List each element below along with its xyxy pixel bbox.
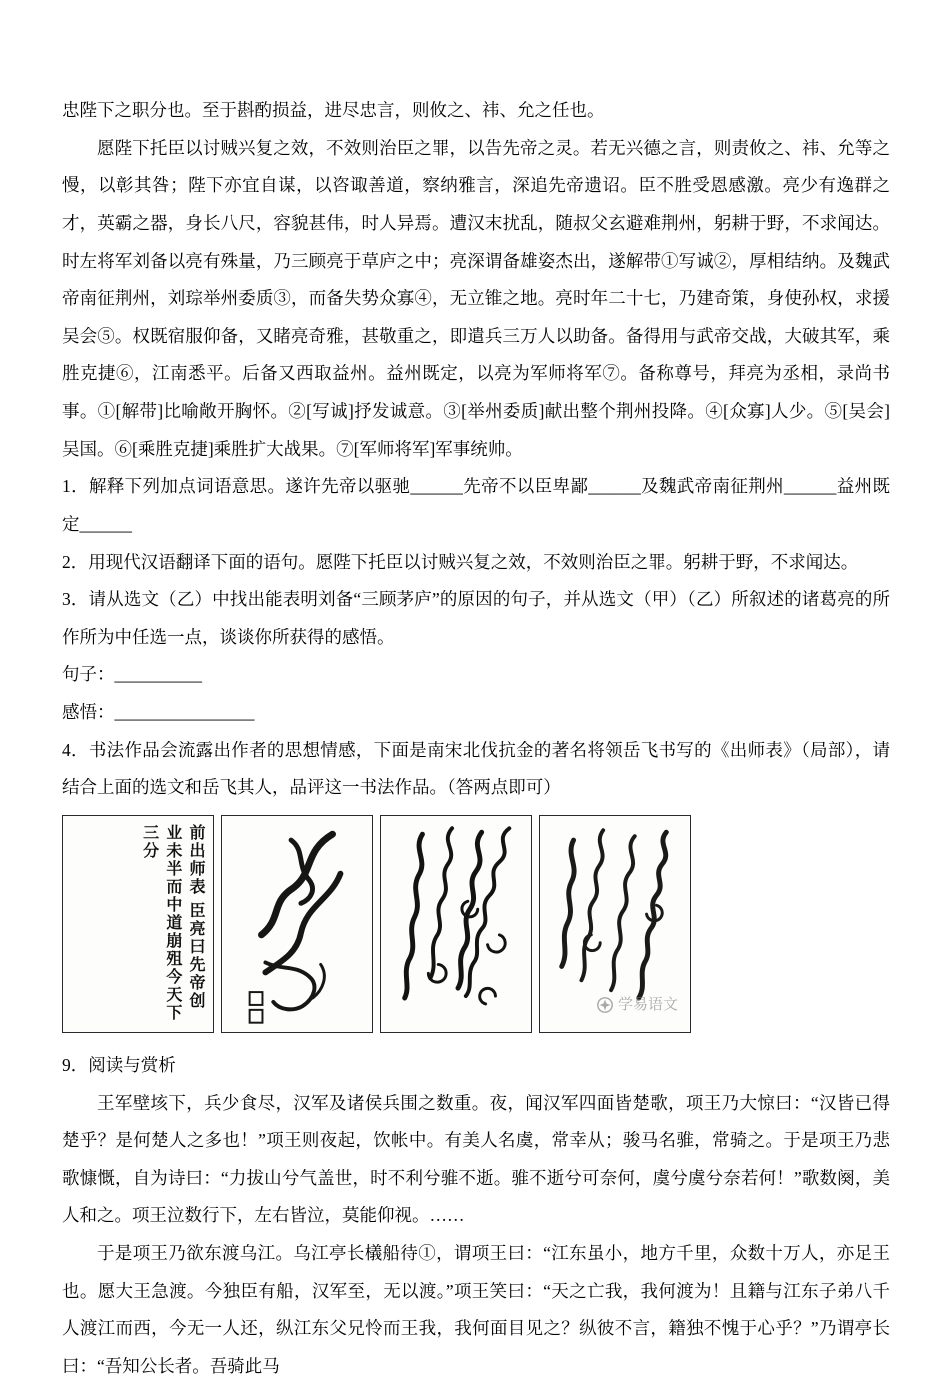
question-1: 1．解释下列加点词语意思。遂许先帝以驱驰______先帝不以臣卑鄙______及魏武帝南征荆州______益州既定______ — [62, 476, 890, 534]
calligraphy-strokes-icon — [222, 816, 372, 1032]
calligraphy-image-4 — [539, 815, 691, 1033]
passage-wujiang: 于是项王乃欲东渡乌江。乌江亭长檥船待①，谓项王曰：“江东虽小，地方千里，众数十万人，亦足王也。愿大王急渡。今独臣有船，汉军至，无以渡。”项王笑曰：“天之亡我，我何渡为！且籍与江东子弟八千人渡江而西，今无一人还，纵江东父兄怜而王我，我何面目见之？纵彼不言，籍独不愧于心乎？”乃谓亭长曰：“吾知公长者。吾骑此马 — [62, 1243, 890, 1376]
question-3-sentence-blank: 句子：__________ — [62, 664, 202, 685]
calligraphy-images-row — [62, 815, 890, 1035]
calligraphy-image-1 — [62, 815, 214, 1033]
calligraphy-text: 前出师表 臣亮曰先帝创业未半而中道崩殂今天下三分 — [140, 823, 204, 1022]
question-3-insight-blank: 感悟：________________ — [62, 702, 255, 722]
question-3: 3．请从选文（乙）中找出能表明刘备“三顾茅庐”的原因的句子，并从选文（甲）（乙）所叙述的诸葛亮的所作所为中任选一点，谈谈你所获得的感悟。 — [62, 589, 890, 647]
passage-gaixia: 王军壁垓下，兵少食尽，汉军及诸侯兵围之数重。夜，闻汉军四面皆楚歌，项王乃大惊曰：“汉皆已得楚乎？是何楚人之多也！”项王则夜起，饮帐中。有美人名虞，常幸从；骏马名骓，常骑之。于是项王乃悲歌慷慨，自为诗曰：“力拔山兮气盖世，时不利兮骓不逝。骓不逝兮可奈何，虞兮虞兮奈若何！”歌数阕，美人和之。项王泣数行下，左右皆泣，莫能仰视。…… — [62, 1092, 890, 1226]
passage-yi: 愿陛下托臣以讨贼兴复之效，不效则治臣之罪，以告先帝之灵。若无兴德之言，则责攸之、祎、允等之慢，以彰其咎；陛下亦宜自谋，以咨诹善道，察纳雅言，深追先帝遗诏。臣不胜受恩感激。亮少有逸群之才，英霸之器，身长八尺，容貌甚伟，时人异焉。遭汉末扰乱，随叔父玄避难荆州，躬耕于野，不求闻达。时左将军刘备以亮有殊量，乃三顾亮于草庐之中；亮深谓备雄姿杰出，遂解带①写诚②，厚相结纳。及魏武帝南征荆州，刘琮举州委质③，而备失势众寡④，无立锥之地。亮时年二十七，乃建奇策，身使孙权，求援吴会⑤。权既宿服仰备，又睹亮奇雅，甚敬重之，即遣兵三万人以助备。备得用与武帝交战，大破其军，乘胜克捷⑥，江南悉平。后备又西取益州。益州既定，以亮为军师将军⑦。备称尊号，拜亮为丞相，录尚书事。①[解带]比喻敞开胸怀。②[写诚]抒发诚意。③[举州委质]献出整个荆州投降。④[众寡]人少。⑤[吴会]吴国。⑥[乘胜克捷]乘胜扩大战果。⑦[军师将军]军事统帅。 — [62, 137, 890, 459]
calligraphy-image-2 — [221, 815, 373, 1033]
section-9-heading: 9．阅读与赏析 — [62, 1054, 176, 1075]
question-2: 2．用现代汉语翻译下面的语句。愿陛下托臣以讨贼兴复之效，不效则治臣之罪。躬耕于野，不求闻达。 — [62, 551, 859, 572]
watermark-text: 学易语文 — [618, 995, 679, 1013]
passage-intro: 忠陛下之职分也。至于斟酌损益，进尽忠言，则攸之、祎、允之任也。 — [62, 100, 605, 120]
question-4: 4．书法作品会流露出作者的思想情感，下面是南宋北伐抗金的著名将领岳飞书写的《出师表》（局部），请结合上面的选文和岳飞其人，品评这一书法作品。（答两点即可） — [62, 739, 890, 798]
calligraphy-image-3 — [380, 815, 532, 1033]
calligraphy-strokes-icon — [381, 816, 531, 1032]
calligraphy-strokes-icon — [540, 816, 690, 1032]
